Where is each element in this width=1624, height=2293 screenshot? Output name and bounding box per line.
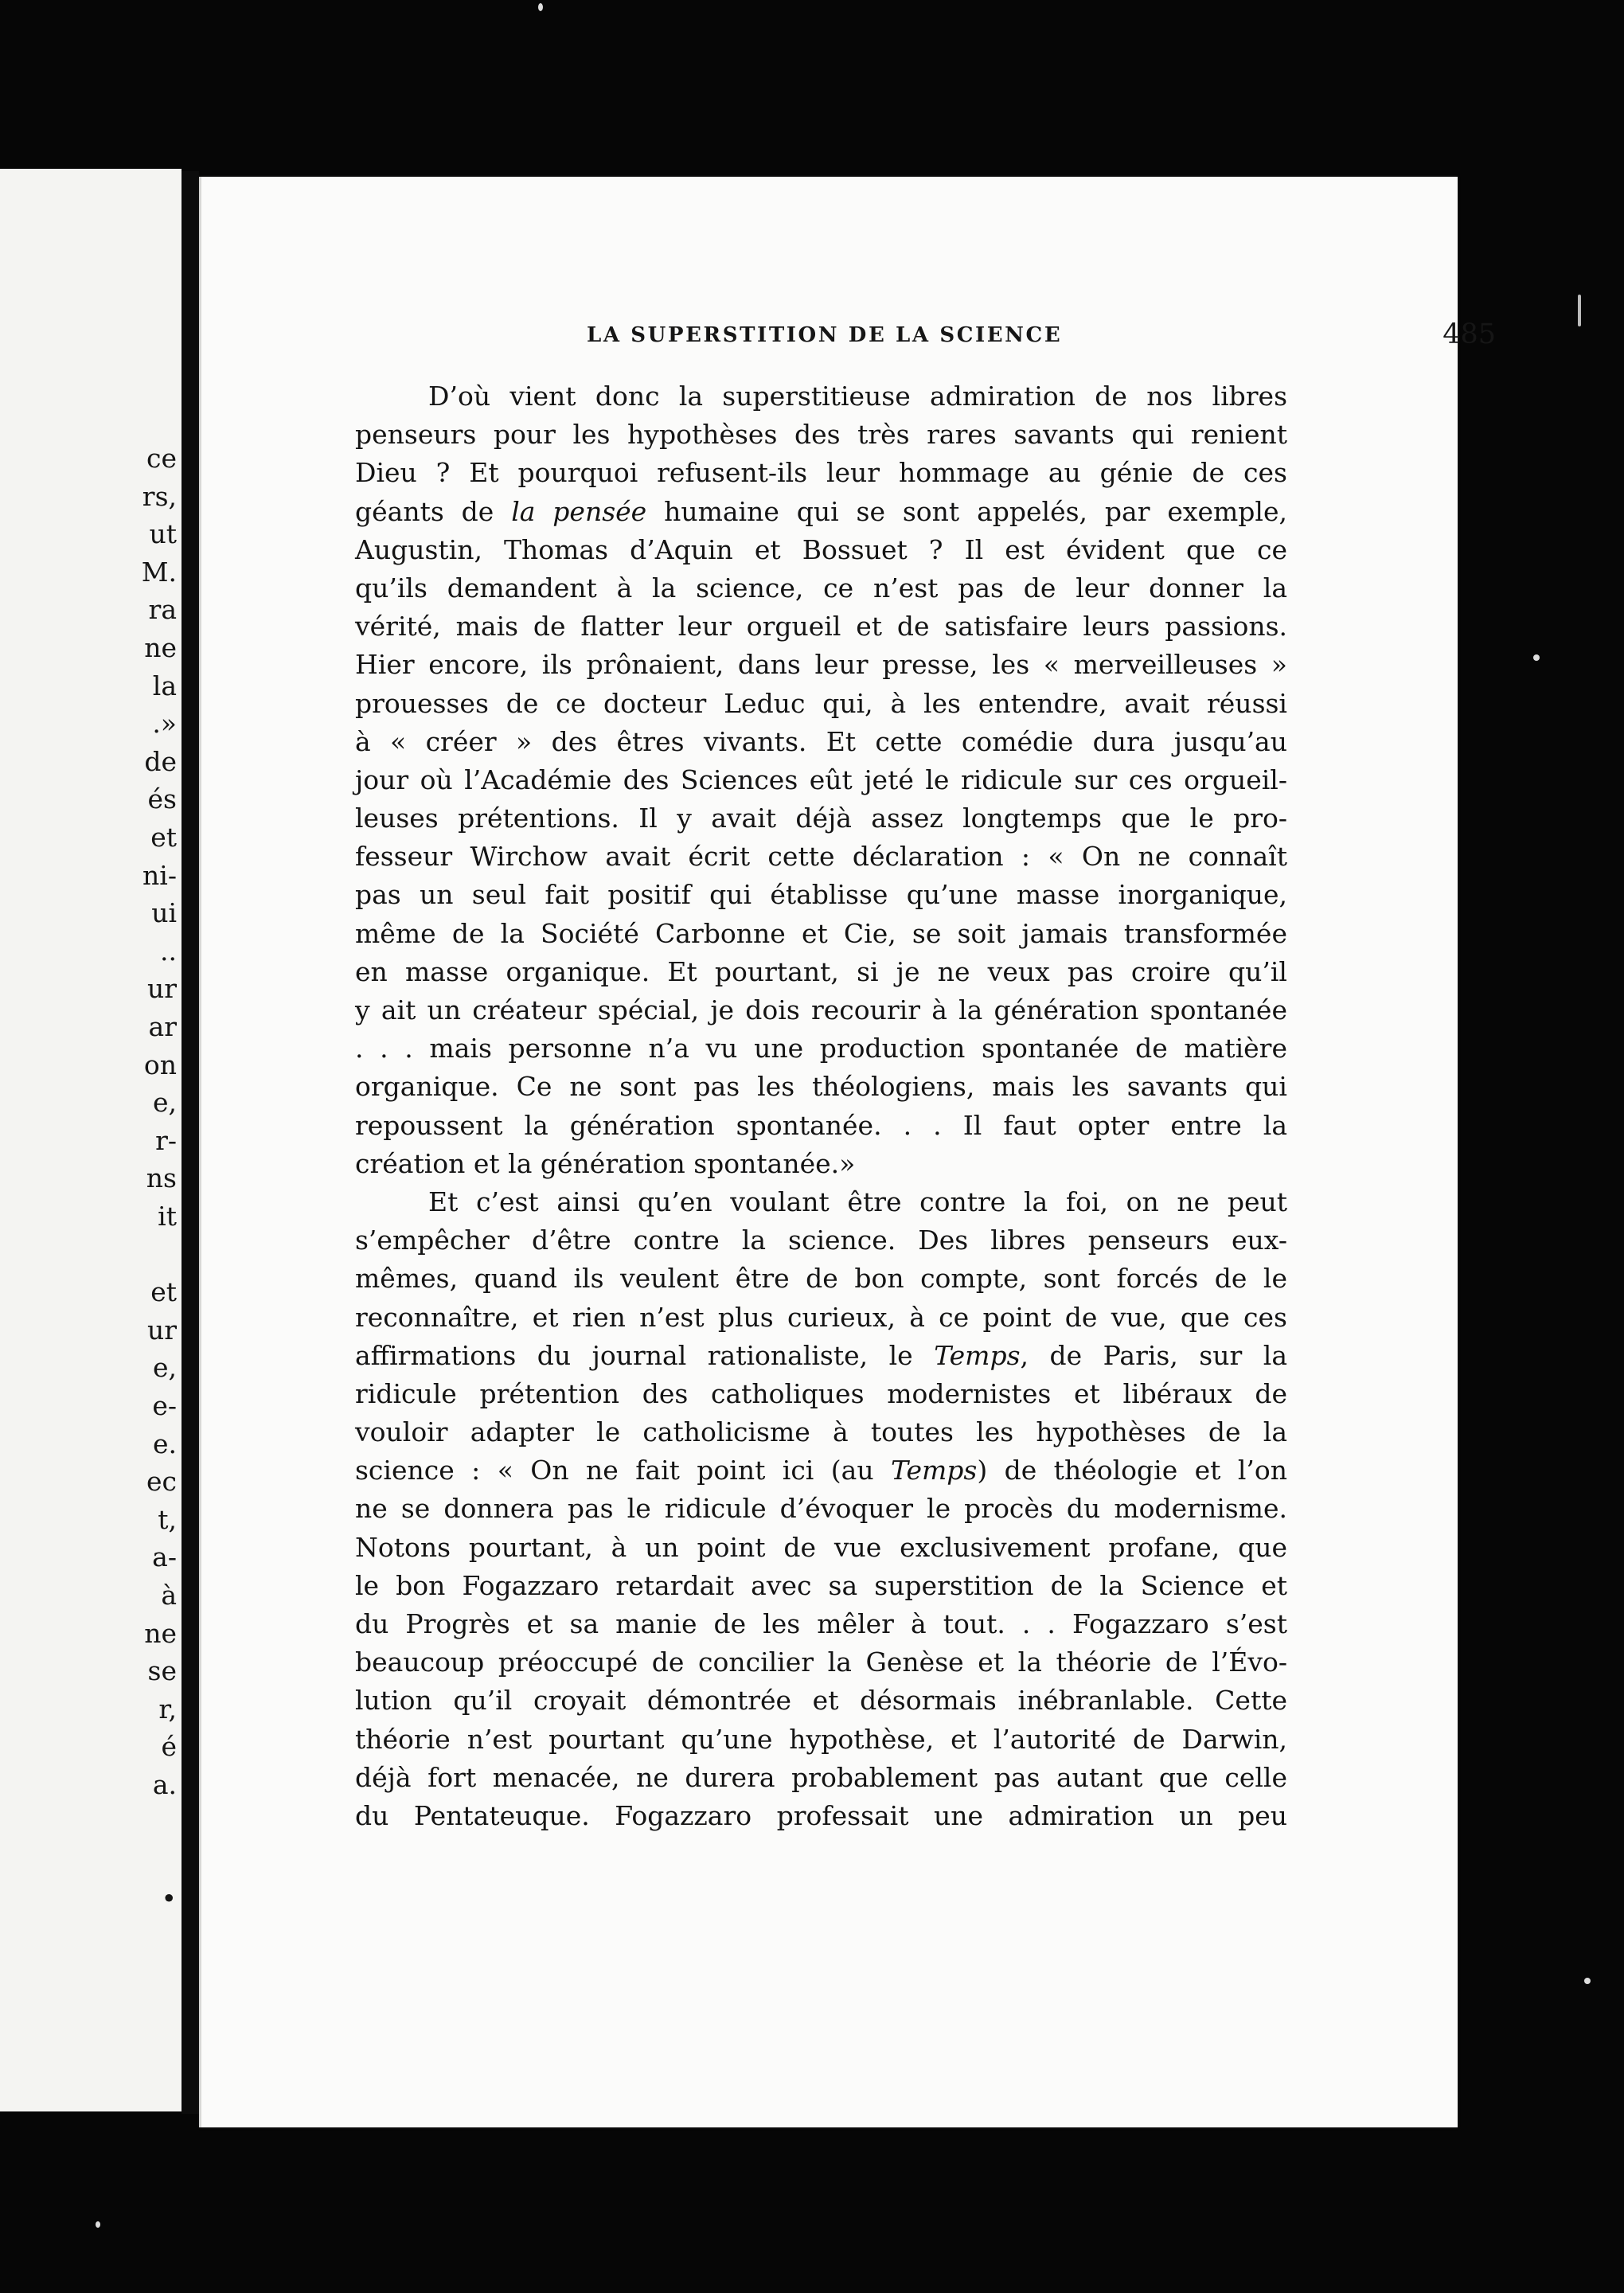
previous-page-fragment-text: e, (152, 1352, 177, 1384)
dust-speck (1584, 1978, 1591, 1984)
text-line: qu’ils demandent à la science, ce n’est pas de leur donner la (355, 572, 1287, 604)
text-segment: humaine qui se sont appelés, par exemple, (664, 495, 1287, 527)
page-number: 485 (1442, 318, 1496, 350)
previous-page-fragment-text: ni- (142, 859, 177, 891)
text-line: reconnaître, et rien n’est plus curieux, à ce point de vue, que ces (355, 1301, 1287, 1333)
text-line: à « créer » des êtres vivants. Et cette comédie dura jusqu’au (355, 725, 1287, 757)
previous-page-fragment-text: ns (146, 1162, 177, 1194)
text-line: D’où vient donc la superstitieuse admiration de nos libres (428, 381, 1287, 412)
previous-page-fragment-text: a. (152, 1769, 177, 1800)
text-line: ne se donnera pas le ridicule d’évoquer le procès du modernisme. (355, 1493, 1287, 1525)
text-line: organique. Ce ne sont pas les théologiens, mais les savants qui (355, 1071, 1287, 1103)
italic-phrase: la pensée (511, 495, 647, 527)
text-line: prouesses de ce docteur Leduc qui, à les entendre, avait réussi (355, 687, 1287, 719)
previous-page-fragment-text: ne (144, 632, 177, 663)
text-segment: géants de (355, 495, 494, 527)
previous-page-fragment-text: ar (148, 1011, 177, 1042)
text-line: du Progrès et sa manie de les mêler à tout. . . Fogazzaro s’est (355, 1608, 1287, 1639)
text-line: fesseur Wirchow avait écrit cette déclaration : « On ne connaît (355, 841, 1287, 873)
previous-page-fragment-text: ui (151, 897, 177, 929)
previous-page-fragment-text: e. (152, 1428, 177, 1459)
running-title: LA SUPERSTITION DE LA SCIENCE (587, 323, 1063, 347)
dust-speck (1533, 654, 1540, 661)
previous-page-fragment-text: r, (158, 1693, 177, 1725)
previous-page-fragment-text: à (161, 1580, 177, 1611)
previous-page-fragment-text: e, (152, 1087, 177, 1119)
text-segment: , de Paris, sur la (1020, 1339, 1287, 1371)
italic-phrase: Temps (891, 1455, 978, 1486)
text-line: . . . mais personne n’a vu une production spontanée de matière (355, 1033, 1287, 1064)
previous-page-fragment-text: e- (152, 1390, 177, 1421)
text-line: Notons pourtant, à un point de vue exclusivement profane, que (355, 1531, 1287, 1563)
text-line: le bon Fogazzaro retardait avec sa superstition de la Science et (355, 1569, 1287, 1601)
previous-page-fragment-text: t, (158, 1503, 177, 1535)
previous-page-fragment-text: r- (155, 1124, 177, 1156)
previous-page-fragment-text: de (144, 745, 177, 777)
text-line: s’empêcher d’être contre la science. Des libres penseurs eux- (355, 1225, 1287, 1256)
previous-page-fragment-text: ut (149, 518, 177, 550)
previous-page-fragment-text: et (150, 822, 177, 853)
previous-page-fragment-text: a- (152, 1541, 177, 1573)
dust-speck (1578, 295, 1581, 326)
text-line: beaucoup préoccupé de concilier la Genèse et la théorie de l’Évo- (355, 1647, 1287, 1678)
previous-page-fragment-text: és (147, 783, 177, 815)
text-line: ridicule prétention des catholiques modernistes et libéraux de (355, 1377, 1287, 1409)
previous-page-fragment-text: ur (146, 973, 177, 1005)
previous-page-fragment-text: ne (144, 1617, 177, 1649)
previous-page-fragment (0, 169, 182, 2111)
text-line: jour où l’Académie des Sciences eût jeté le ridicule sur ces orgueil- (355, 764, 1287, 795)
previous-page-fragment-text: .. (160, 935, 177, 967)
previous-page-fragment-text: se (147, 1655, 177, 1687)
text-segment: ) de théologie et l’on (977, 1455, 1287, 1486)
previous-page-fragment-text: la (152, 670, 177, 701)
text-line: y ait un créateur spécial, je dois recourir à la génération spontanée (355, 994, 1287, 1025)
previous-page-fragment-text: it (158, 1201, 177, 1232)
previous-page-fragment-text: et (150, 1276, 177, 1308)
text-line: même de la Société Carbonne et Cie, se soit jamais transformée (355, 917, 1287, 949)
text-line: du Pentateuque. Fogazzaro professait une admiration un peu (355, 1799, 1287, 1831)
text-line: déjà fort menacée, ne durera probablement pas autant que celle (355, 1761, 1287, 1793)
dust-speck (538, 3, 543, 11)
text-line: mêmes, quand ils veulent être de bon compte, sont forcés de le (355, 1263, 1287, 1295)
book-page (199, 177, 1496, 2127)
dust-speck (96, 2221, 100, 2228)
text-line: lution qu’il croyait démontrée et désormais inébranlable. Cette (355, 1685, 1287, 1717)
previous-page-fragment-text: ec (146, 1466, 177, 1498)
previous-page-fragment-text: • (161, 1882, 177, 1914)
running-head (587, 318, 1496, 357)
previous-page-fragment-text: ur (146, 1314, 177, 1346)
text-line: Et c’est ainsi qu’en voulant être contre la foi, on ne peut (428, 1186, 1287, 1217)
text-line: pas un seul fait positif qui établisse qu’une masse inorganique, (355, 879, 1287, 911)
text-line: création et la génération spontanée.» (355, 1147, 856, 1179)
previous-page-fragment-text: on (143, 1049, 177, 1080)
text-line (355, 493, 1287, 531)
text-segment: science : « On ne fait point ici (au (355, 1455, 874, 1486)
book-gutter (182, 171, 199, 2114)
previous-page-fragment-text: .» (152, 708, 177, 740)
text-segment: affirmations du journal rationaliste, le (355, 1339, 913, 1371)
text-line: penseurs pour les hypothèses des très rares savants qui renient (355, 419, 1287, 451)
previous-page-fragment-text: M. (141, 556, 177, 588)
text-line: théorie n’est pourtant qu’une hypothèse, et l’autorité de Darwin, (355, 1723, 1287, 1755)
previous-page-fragment-text: ce (146, 443, 177, 474)
text-line: leuses prétentions. Il y avait déjà assez longtemps que le pro- (355, 803, 1287, 834)
text-line: vérité, mais de flatter leur orgueil et de satisfaire leurs passions. (355, 611, 1287, 643)
text-line: en masse organique. Et pourtant, si je ne veux pas croire qu’il (355, 955, 1287, 987)
previous-page-fragment-text: rs, (142, 480, 177, 512)
text-line: vouloir adapter le catholicisme à toutes les hypothèses de la (355, 1416, 1287, 1448)
text-line (355, 1451, 1287, 1490)
italic-phrase: Temps (934, 1339, 1021, 1371)
text-line: Dieu ? Et pourquoi refusent-ils leur hommage au génie de ces (355, 457, 1287, 489)
text-line: Hier encore, ils prônaient, dans leur presse, les « merveilleuses » (355, 649, 1287, 681)
previous-page-fragment-text: ra (148, 594, 177, 626)
text-line: repoussent la génération spontanée. . . Il faut opter entre la (355, 1109, 1287, 1141)
text-line (355, 1337, 1287, 1375)
page-body (355, 377, 1287, 1835)
text-line: Augustin, Thomas d’Aquin et Bossuet ? Il est évident que ce (355, 533, 1287, 565)
previous-page-fragment-text: é (161, 1731, 177, 1763)
